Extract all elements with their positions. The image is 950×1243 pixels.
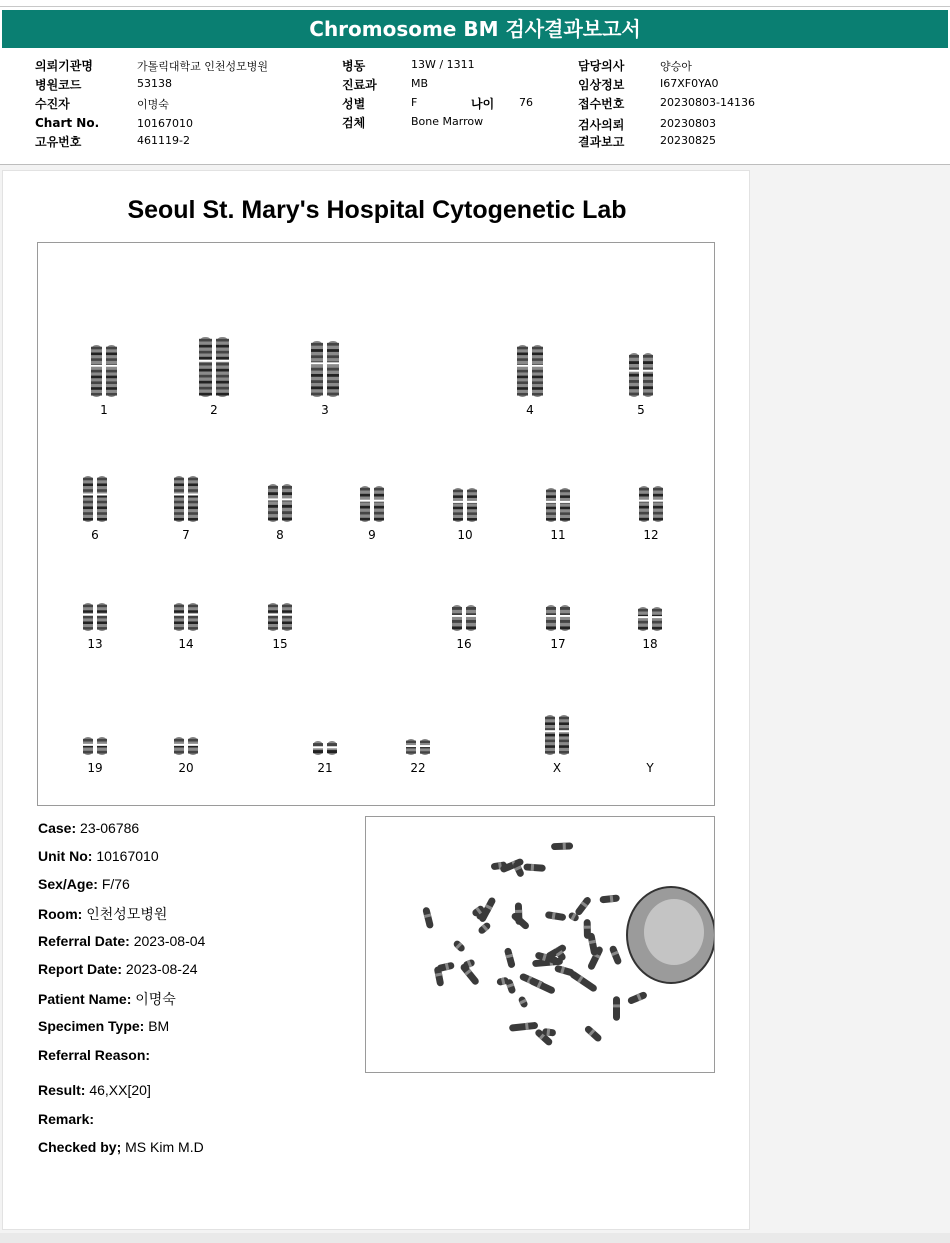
chromosome-pair-12: [637, 484, 665, 524]
value-result-report: 20230825: [660, 134, 716, 147]
report-page: [2, 170, 750, 1230]
divider: [0, 6, 950, 7]
chromosome-label-13: 13: [87, 637, 103, 651]
value-hospital-code: 53138: [137, 77, 172, 90]
metaphase-spread: [366, 817, 715, 1073]
chromosome-pair-11: [544, 486, 572, 524]
chromosome-pair-18: [636, 605, 664, 633]
chromosome-label-17: 17: [550, 637, 566, 651]
label-referring-institution: 의뢰기관명: [35, 59, 93, 73]
value-referring-institution: 가톨릭대학교 인천성모병원: [137, 60, 269, 73]
value-receipt-number: 20230803-14136: [660, 96, 755, 109]
value-unique-id: 461119-2: [137, 134, 190, 147]
chromosome-pair-5: [627, 351, 655, 399]
field-remark: Remark:: [38, 1111, 95, 1127]
chromosome-pair-9: [358, 484, 386, 524]
label-result-report: 결과보고: [578, 135, 625, 149]
chromosome-pair-16: [450, 603, 478, 633]
page-title: Chromosome BM 검사결과보고서: [2, 10, 948, 48]
chromosome-pair-15: [266, 601, 294, 633]
chromosome-pair-7: [172, 474, 200, 524]
chromosome-pair-14: [172, 601, 200, 633]
chromosome-pair-6: [81, 474, 109, 524]
chromosome-pair-20: [172, 735, 200, 757]
value-department: MB: [411, 77, 429, 90]
label-chart-no: Chart No.: [35, 116, 100, 130]
field-unit-no: Unit No: 10167010: [38, 848, 159, 864]
field-referral-date: Referral Date: 2023-08-04: [38, 933, 206, 949]
chromosome-label-16: 16: [456, 637, 472, 651]
chromosome-pair-1: [89, 343, 119, 399]
label-physician: 담당의사: [578, 59, 625, 73]
value-test-request: 20230803: [660, 117, 716, 130]
chromosome-label-1: 1: [100, 403, 108, 417]
chromosome-pair-22: [404, 737, 432, 757]
field-checked-by: Checked by; MS Kim M.D: [38, 1139, 204, 1155]
chromosome-pair-4: [515, 343, 545, 399]
field-specimen-type: Specimen Type: BM: [38, 1018, 170, 1034]
chromosome-label-20: 20: [178, 761, 194, 775]
label-department: 진료과: [342, 78, 377, 92]
value-chart-no: 10167010: [137, 117, 193, 130]
value-ward: 13W / 1311: [411, 58, 475, 71]
label-unique-id: 고유번호: [35, 135, 82, 149]
chromosome-label-15: 15: [272, 637, 288, 651]
metaphase-image: [365, 816, 715, 1073]
chromosome-pair-19: [81, 735, 109, 757]
label-clinical-info: 임상정보: [578, 78, 625, 92]
field-case: Case: 23-06786: [38, 820, 140, 836]
label-age: 나이: [471, 97, 495, 111]
label-hospital-code: 병원코드: [35, 78, 82, 92]
chromosome-label-10: 10: [457, 528, 473, 542]
chromosome-pair-10: [451, 486, 479, 524]
chromosome-label-9: 9: [368, 528, 376, 542]
label-receipt-number: 접수번호: [578, 97, 625, 111]
chromosome-label-2: 2: [210, 403, 218, 417]
field-result: Result: 46,XX[20]: [38, 1082, 151, 1098]
field-referral-reason: Referral Reason:: [38, 1047, 151, 1063]
chromosome-label-8: 8: [276, 528, 284, 542]
chromosome-label-11: 11: [550, 528, 566, 542]
report-header: [0, 0, 950, 165]
chromosome-pair-2: [197, 335, 231, 399]
value-sex: F: [411, 96, 418, 109]
chromosome-label-14: 14: [178, 637, 194, 651]
field-room: Room: 인천성모병원: [38, 906, 168, 922]
label-sex: 성별: [342, 97, 366, 111]
label-test-request: 검사의뢰: [578, 118, 625, 132]
label-specimen: 검체: [342, 116, 366, 130]
chromosome-label-4: 4: [526, 403, 534, 417]
value-age: 76: [519, 96, 533, 109]
chromosome-pair-17: [544, 603, 572, 633]
value-specimen: Bone Marrow: [411, 115, 484, 128]
chromosome-label-x: X: [552, 761, 562, 775]
karyotype-image: [37, 242, 715, 806]
chromosome-label-19: 19: [87, 761, 103, 775]
chromosome-label-5: 5: [637, 403, 645, 417]
value-clinical-info: I67XF0YA0: [660, 77, 719, 90]
value-physician: 양승아: [660, 60, 692, 73]
chromosome-label-y: Y: [646, 761, 654, 775]
chromosome-label-7: 7: [182, 528, 190, 542]
chromosome-label-22: 22: [410, 761, 426, 775]
chromosome-label-18: 18: [642, 637, 658, 651]
chromosome-label-6: 6: [91, 528, 99, 542]
chromosome-pair-13: [81, 601, 109, 633]
chromosome-label-3: 3: [321, 403, 329, 417]
label-ward: 병동: [342, 59, 366, 73]
chromosome-pair-x: [543, 713, 571, 757]
chromosome-label-12: 12: [643, 528, 659, 542]
report-title: Seoul St. Mary's Hospital Cytogenetic Lab: [127, 196, 627, 224]
field-patient-name: Patient Name: 이명숙: [38, 991, 176, 1007]
label-patient: 수진자: [35, 97, 70, 111]
chromosome-label-21: 21: [317, 761, 333, 775]
field-report-date: Report Date: 2023-08-24: [38, 961, 198, 977]
chromosome-pair-3: [309, 339, 341, 399]
chromosome-pair-8: [266, 482, 294, 524]
chromosome-pair-21: [311, 739, 339, 757]
value-patient: 이명숙: [137, 98, 169, 111]
field-sex-age: Sex/Age: F/76: [38, 876, 130, 892]
bottom-strip: [0, 1233, 950, 1243]
